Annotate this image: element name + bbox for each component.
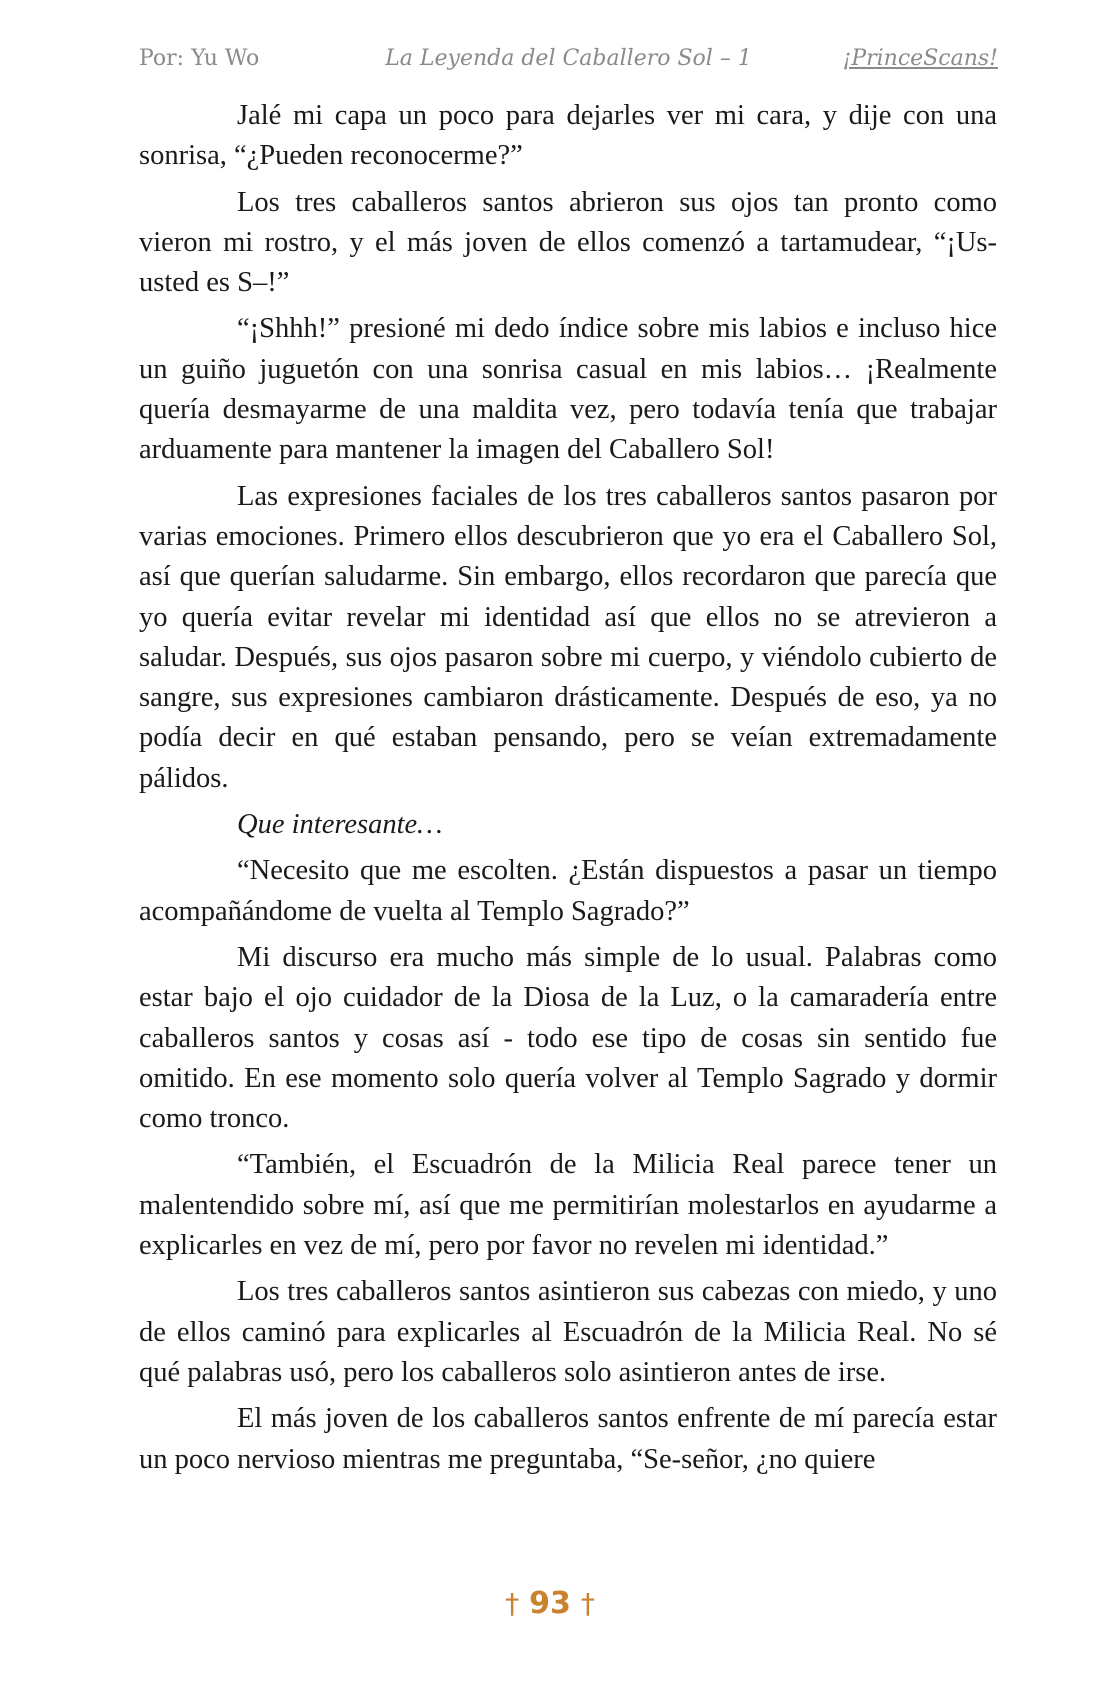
paragraph: Mi discurso era mucho más simple de lo usual. Palabras como estar bajo el ojo cuidador de la Diosa de la Luz, o la camaradería entre caballeros santos y cosas así - todo ese tipo de cosas sin sentido fue omitido. En ese momento solo quería volver al Templo Sagrado y dormir como tronco.: [139, 941, 997, 1135]
header-author: Por: Yu Wo: [139, 46, 260, 71]
paragraph: Jalé mi capa un poco para dejarles ver mi cara, y dije con una sonrisa, “¿Pueden reconocerme?”: [139, 100, 997, 172]
running-header: [139, 38, 998, 78]
paragraph: “También, el Escuadrón de la Milicia Real parece tener un malentendido sobre mí, así que me permitirían molestarlos en ayudarme a explicarles en vez de mí, pero por favor no revelen mi identidad.”: [139, 1149, 997, 1262]
cross-ornament-icon: †: [580, 1587, 595, 1620]
paragraph: Las expresiones faciales de los tres caballeros santos pasaron por varias emociones. Primero ellos descubrieron que yo era el Caballero Sol, así que querían saludarme. Sin embargo, ellos recordaron que parecía que yo quería evitar revelar mi identidad así que ellos no se atrevieron a saludar. Después, sus ojos pasaron sobre mi cuerpo, y viéndolo cubierto de sangre, sus expresiones cambiaron drásticamente. Después de eso, ya no podía decir en qué estaban pensando, pero se veían extremadamente pálidos.: [139, 480, 997, 794]
paragraph: “Necesito que me escolten. ¿Están dispuestos a pasar un tiempo acompañándome de vuelta al Templo Sagrado?”: [139, 855, 997, 927]
header-book-title: La Leyenda del Caballero Sol – 1: [385, 46, 752, 71]
page-body: [139, 96, 997, 1486]
paragraph: “¡Shhh!” presioné mi dedo índice sobre mis labios e incluso hice un guiño juguetón con una sonrisa casual en mis labios… ¡Realmente quería desmayarme de una maldita vez, pero todavía tenía que trabajar arduamente para mantener la imagen del Caballero Sol!: [139, 313, 997, 466]
paragraph-italic-thought: Que interesante…: [237, 809, 443, 841]
cross-ornament-icon: †: [505, 1587, 520, 1620]
paragraph: El más joven de los caballeros santos enfrente de mí parecía estar un poco nervioso mientras me preguntaba, “Se-señor, ¿no quiere: [139, 1403, 997, 1475]
paragraph: Los tres caballeros santos asintieron sus cabezas con miedo, y uno de ellos caminó para explicarles al Escuadrón de la Milicia Real. No sé qué palabras usó, pero los caballeros solo asintieron antes de irse.: [139, 1276, 997, 1388]
header-site-link[interactable]: ¡PrinceScans!: [842, 46, 998, 71]
page-footer: [0, 1585, 1100, 1621]
paragraph: Los tres caballeros santos abrieron sus ojos tan pronto como vieron mi rostro, y el más joven de ellos comenzó a tartamudear, “¡Us- usted es S–!”: [139, 186, 997, 299]
page-number: 93: [529, 1586, 571, 1621]
